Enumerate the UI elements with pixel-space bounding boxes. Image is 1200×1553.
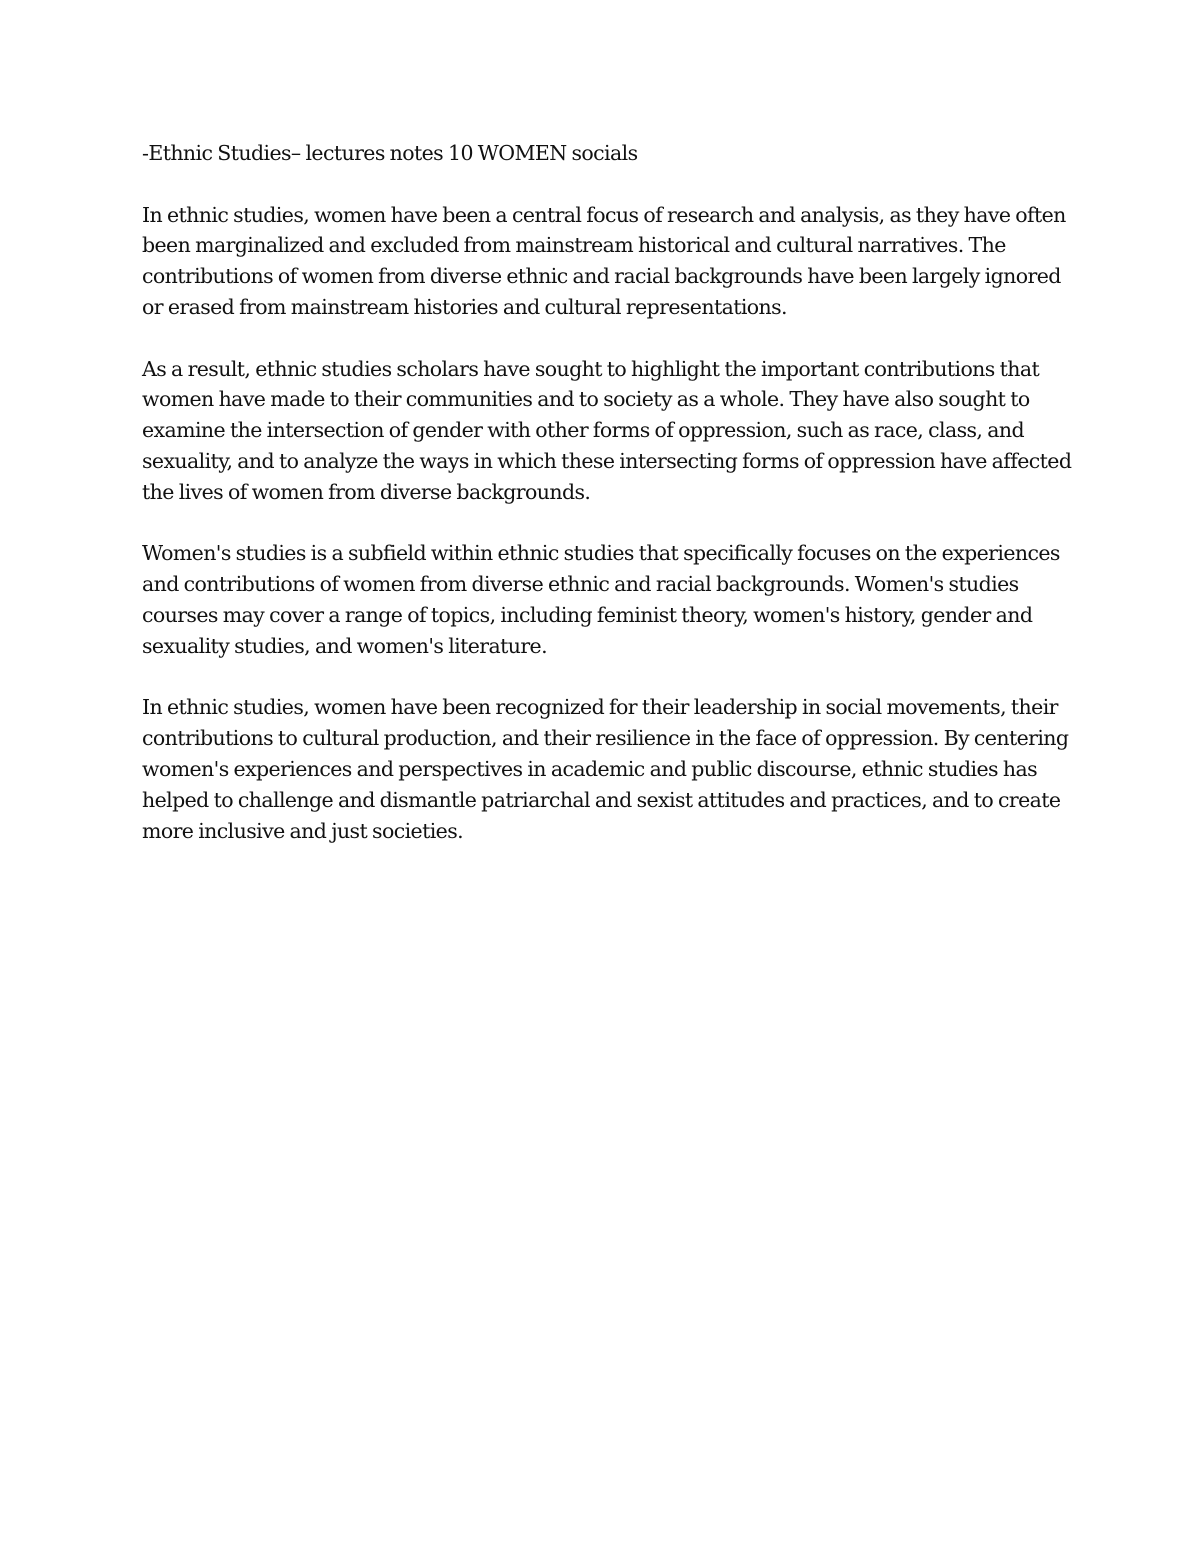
paragraph-2: As a result, ethnic studies scholars have sought to highlight the important contributions that women have made to their communities and to society as a whole. They have also sought to examine the intersection of gender with other forms of oppression, such as race, class, and sexuality, and to analyze the ways in which these intersecting forms of oppression have affected the lives of women from diverse backgrounds. (142, 356, 1072, 504)
paragraph-1: In ethnic studies, women have been a central focus of research and analysis, as they have often been marginalized and excluded from mainstream historical and cultural narratives. The contributions of women from diverse ethnic and racial backgrounds have been largely ignored or erased from mainstream histories and cultural representations. (142, 202, 1066, 319)
paragraph-3: Women's studies is a subfield within ethnic studies that specifically focuses on the experiences and contributions of women from diverse ethnic and racial backgrounds. Women's studies courses may cover a range of topics, including feminist theory, women's history, gender and sexuality studies, and women's literature. (142, 541, 1060, 658)
document-body (142, 138, 1072, 877)
document-title: -Ethnic Studies– lectures notes 10 WOMEN socials (142, 141, 638, 165)
paragraph-4: In ethnic studies, women have been recognized for their leadership in social movements, their contributions to cultural production, and their resilience in the face of oppression. By centering women's experiences and perspectives in academic and public discourse, ethnic studies has helped to challenge and dismantle patriarchal and sexist attitudes and practices, and to create more inclusive and just societies. (142, 695, 1069, 843)
